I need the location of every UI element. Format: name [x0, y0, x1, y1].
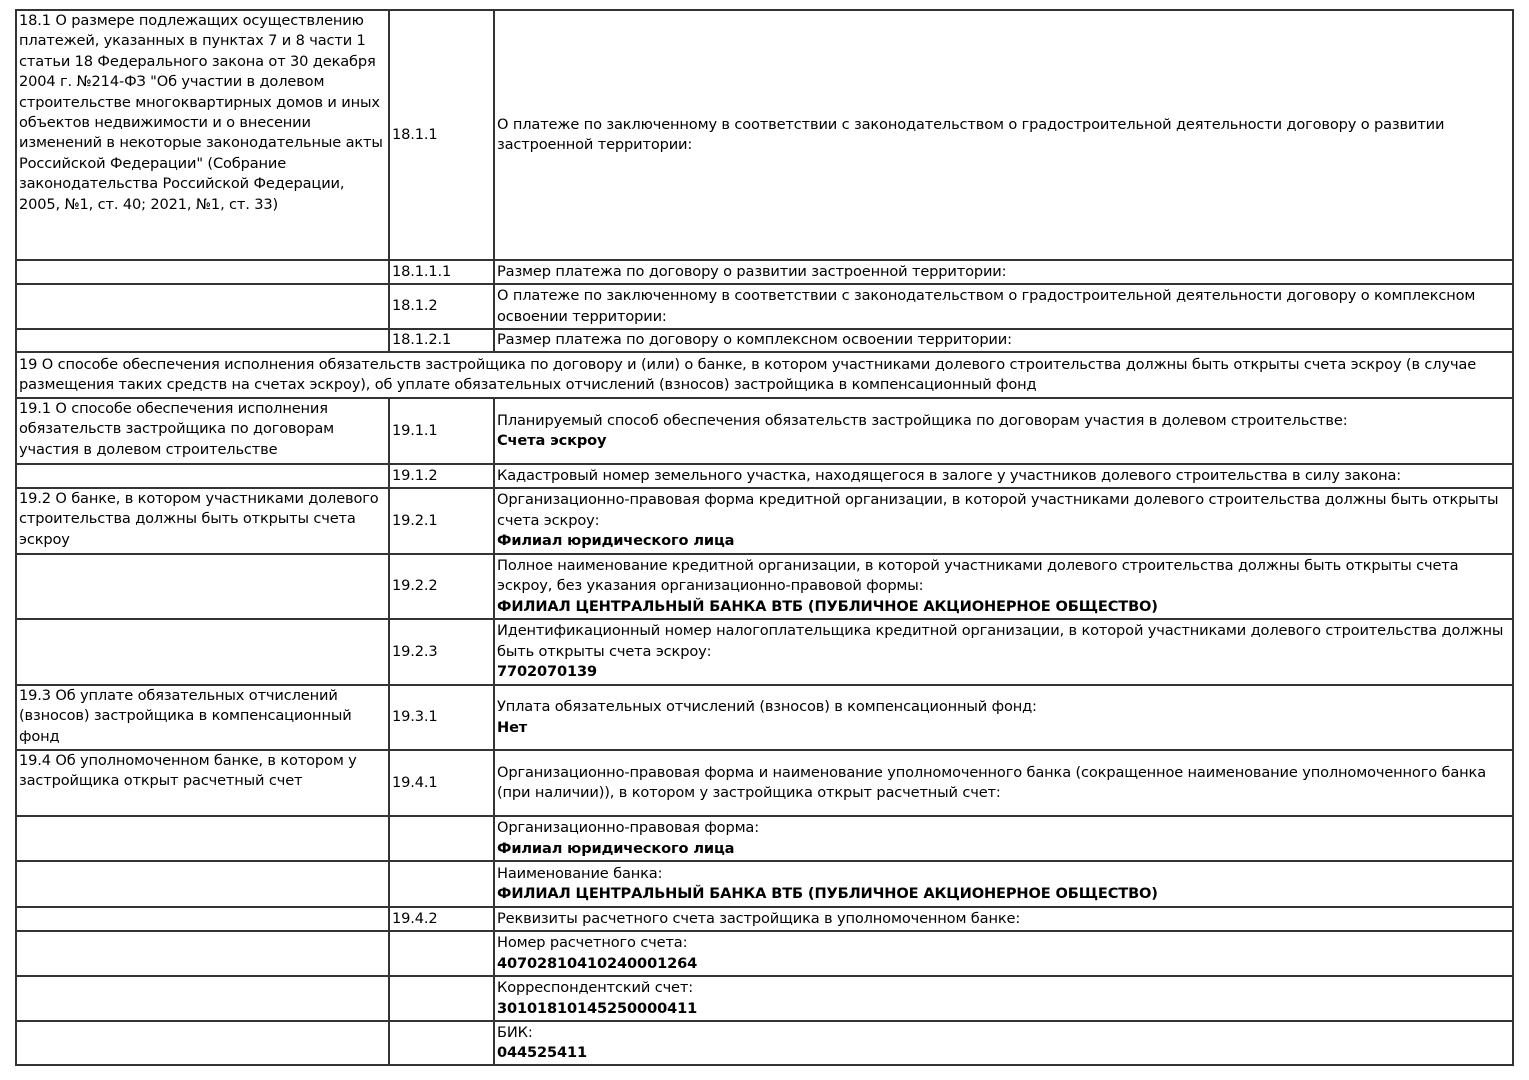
item-code: 19.1.2 — [389, 464, 494, 488]
empty-cell — [16, 554, 389, 619]
item-code — [389, 976, 494, 1021]
item-cell — [494, 554, 1513, 619]
empty-cell — [16, 260, 389, 284]
item-cell — [494, 816, 1513, 861]
section-19-title: 19 О способе обеспечения исполнения обязательств застройщика по договору и (или) о банке, в котором участниками долевого строительства должны быть открыты счета эскроу (в случае размещения таких средств на счетах эскроу), об уплате обязательных отчислений (взносов) застройщика в компенсационный фонд — [16, 352, 1513, 398]
item-label: Корреспондентский счет: — [497, 979, 693, 997]
item-code: 19.2.1 — [389, 488, 494, 554]
item-label: О платеже по заключенному в соответствии с законодательством о градостроительной деятельности договору о развитии застроенной территории: — [494, 10, 1513, 260]
table-row-19-2-2 — [16, 554, 1513, 619]
table-row-bank-name — [16, 861, 1513, 907]
item-code: 19.1.1 — [389, 398, 494, 464]
table-row-correspondent-account — [16, 976, 1513, 1021]
table-row-18-1-2-1 — [16, 329, 1513, 352]
item-value: 7702070139 — [497, 663, 598, 681]
item-label: Полное наименование кредитной организации, в которой участниками долевого строительства должны быть открыты счета эскроу, без указания организационно-правовой формы: — [497, 556, 1459, 595]
section-19-2-title: 19.2 О банке, в котором участниками долевого строительства должны быть открыты счета эскроу — [16, 488, 389, 554]
item-label: Размер платежа по договору о комплексном освоении территории: — [494, 329, 1513, 352]
item-value: 30101810145250000411 — [497, 999, 698, 1017]
item-label: Организационно-правовая форма и наименование уполномоченного банка (сокращенное наименование уполномоченного банка (при наличии)), в котором у застройщика открыт расчетный счет: — [494, 750, 1513, 816]
declaration-table — [15, 9, 1514, 1066]
item-label: Организационно-правовая форма: — [497, 819, 759, 837]
item-cell — [494, 931, 1513, 976]
table-row-19-1-2 — [16, 464, 1513, 488]
item-code: 18.1.1 — [389, 10, 494, 260]
item-cell — [494, 685, 1513, 750]
item-code: 19.4.2 — [389, 907, 494, 931]
empty-cell — [16, 976, 389, 1021]
empty-cell — [16, 816, 389, 861]
item-code: 18.1.2 — [389, 284, 494, 329]
item-label: Кадастровый номер земельного участка, находящегося в залоге у участников долевого строительства в силу закона: — [494, 464, 1513, 488]
item-label: Размер платежа по договору о развитии застроенной территории: — [494, 260, 1513, 284]
empty-cell — [16, 861, 389, 907]
table-row-bik — [16, 1021, 1513, 1065]
empty-cell — [16, 329, 389, 352]
item-code: 19.3.1 — [389, 685, 494, 750]
table-row-19-4-1 — [16, 750, 1513, 816]
item-value: 40702810410240001264 — [497, 954, 698, 972]
item-code — [389, 816, 494, 861]
table-row-bank-legal-form — [16, 816, 1513, 861]
empty-cell — [16, 284, 389, 329]
empty-cell — [16, 931, 389, 976]
item-value: ФИЛИАЛ ЦЕНТРАЛЬНЫЙ БАНКА ВТБ (ПУБЛИЧНОЕ АКЦИОНЕРНОЕ ОБЩЕСТВО) — [497, 885, 1158, 902]
item-cell — [494, 619, 1513, 685]
section-18-1-title: 18.1 О размере подлежащих осуществлению платежей, указанных в пунктах 7 и 8 части 1 статьи 18 Федерального закона от 30 декабря 2004 г. №214-ФЗ "Об участии в долевом строительстве многоквартирных домов и иных объектов недвижимости и о внесении изменений в некоторые законодательные акты Российской Федерации" (Собрание законодательства Российской Федерации, 2005, №1, ст. 40; 2021, №1, ст. 33) — [16, 10, 389, 260]
item-code: 18.1.2.1 — [389, 329, 494, 352]
item-label: БИК: — [497, 1023, 533, 1041]
table-row-19-3-1 — [16, 685, 1513, 750]
item-value: Филиал юридического лица — [497, 839, 735, 857]
item-label: Организационно-правовая форма кредитной организации, в которой участниками долевого строительства должны быть открыты счета эскроу: — [497, 491, 1499, 529]
item-cell — [494, 488, 1513, 554]
item-code: 19.2.3 — [389, 619, 494, 685]
item-value: Нет — [497, 718, 528, 736]
section-19-4-title: 19.4 Об уполномоченном банке, в котором у застройщика открыт расчетный счет — [16, 750, 389, 816]
item-value: Филиал юридического лица — [497, 532, 735, 550]
item-code: 19.2.2 — [389, 554, 494, 619]
item-value: Счета эскроу — [497, 432, 607, 449]
table-row-account-number — [16, 931, 1513, 976]
item-cell — [494, 861, 1513, 907]
item-cell — [494, 398, 1513, 464]
item-cell — [494, 976, 1513, 1021]
item-code — [389, 931, 494, 976]
section-19-header-row — [16, 352, 1513, 398]
table-row-19-2-3 — [16, 619, 1513, 685]
item-label: Номер расчетного счета: — [497, 934, 688, 952]
item-label: О платеже по заключенному в соответствии с законодательством о градостроительной деятельности договору о комплексном освоении территории: — [494, 284, 1513, 329]
item-code — [389, 861, 494, 907]
table-row-19-2-1 — [16, 488, 1513, 554]
empty-cell — [16, 907, 389, 931]
item-label: Наименование банка: — [497, 864, 663, 882]
table-row-19-1-1 — [16, 398, 1513, 464]
item-code: 19.4.1 — [389, 750, 494, 816]
table-row-18-1-1-1 — [16, 260, 1513, 284]
item-cell — [494, 1021, 1513, 1065]
section-19-1-title: 19.1 О способе обеспечения исполнения обязательств застройщика по договорам участия в долевом строительстве — [16, 398, 389, 464]
item-label: Планируемый способ обеспечения обязательств застройщика по договорам участия в долевом строительстве: — [497, 411, 1348, 429]
empty-cell — [16, 619, 389, 685]
item-value: 044525411 — [497, 1044, 588, 1061]
item-code — [389, 1021, 494, 1065]
table-row-18-1-1 — [16, 10, 1513, 260]
empty-cell — [16, 1021, 389, 1065]
item-code: 18.1.1.1 — [389, 260, 494, 284]
item-label: Уплата обязательных отчислений (взносов) в компенсационный фонд: — [497, 698, 1037, 716]
section-19-3-title: 19.3 Об уплате обязательных отчислений (взносов) застройщика в компенсационный фонд — [16, 685, 389, 750]
empty-cell — [16, 464, 389, 488]
item-label: Идентификационный номер налогоплательщика кредитной организации, в которой участниками долевого строительства должны быть открыты счета эскроу: — [497, 622, 1504, 660]
item-label: Реквизиты расчетного счета застройщика в уполномоченном банке: — [494, 907, 1513, 931]
table-row-19-4-2 — [16, 907, 1513, 931]
table-row-18-1-2 — [16, 284, 1513, 329]
item-value: ФИЛИАЛ ЦЕНТРАЛЬНЫЙ БАНКА ВТБ (ПУБЛИЧНОЕ АКЦИОНЕРНОЕ ОБЩЕСТВО) — [497, 597, 1158, 615]
